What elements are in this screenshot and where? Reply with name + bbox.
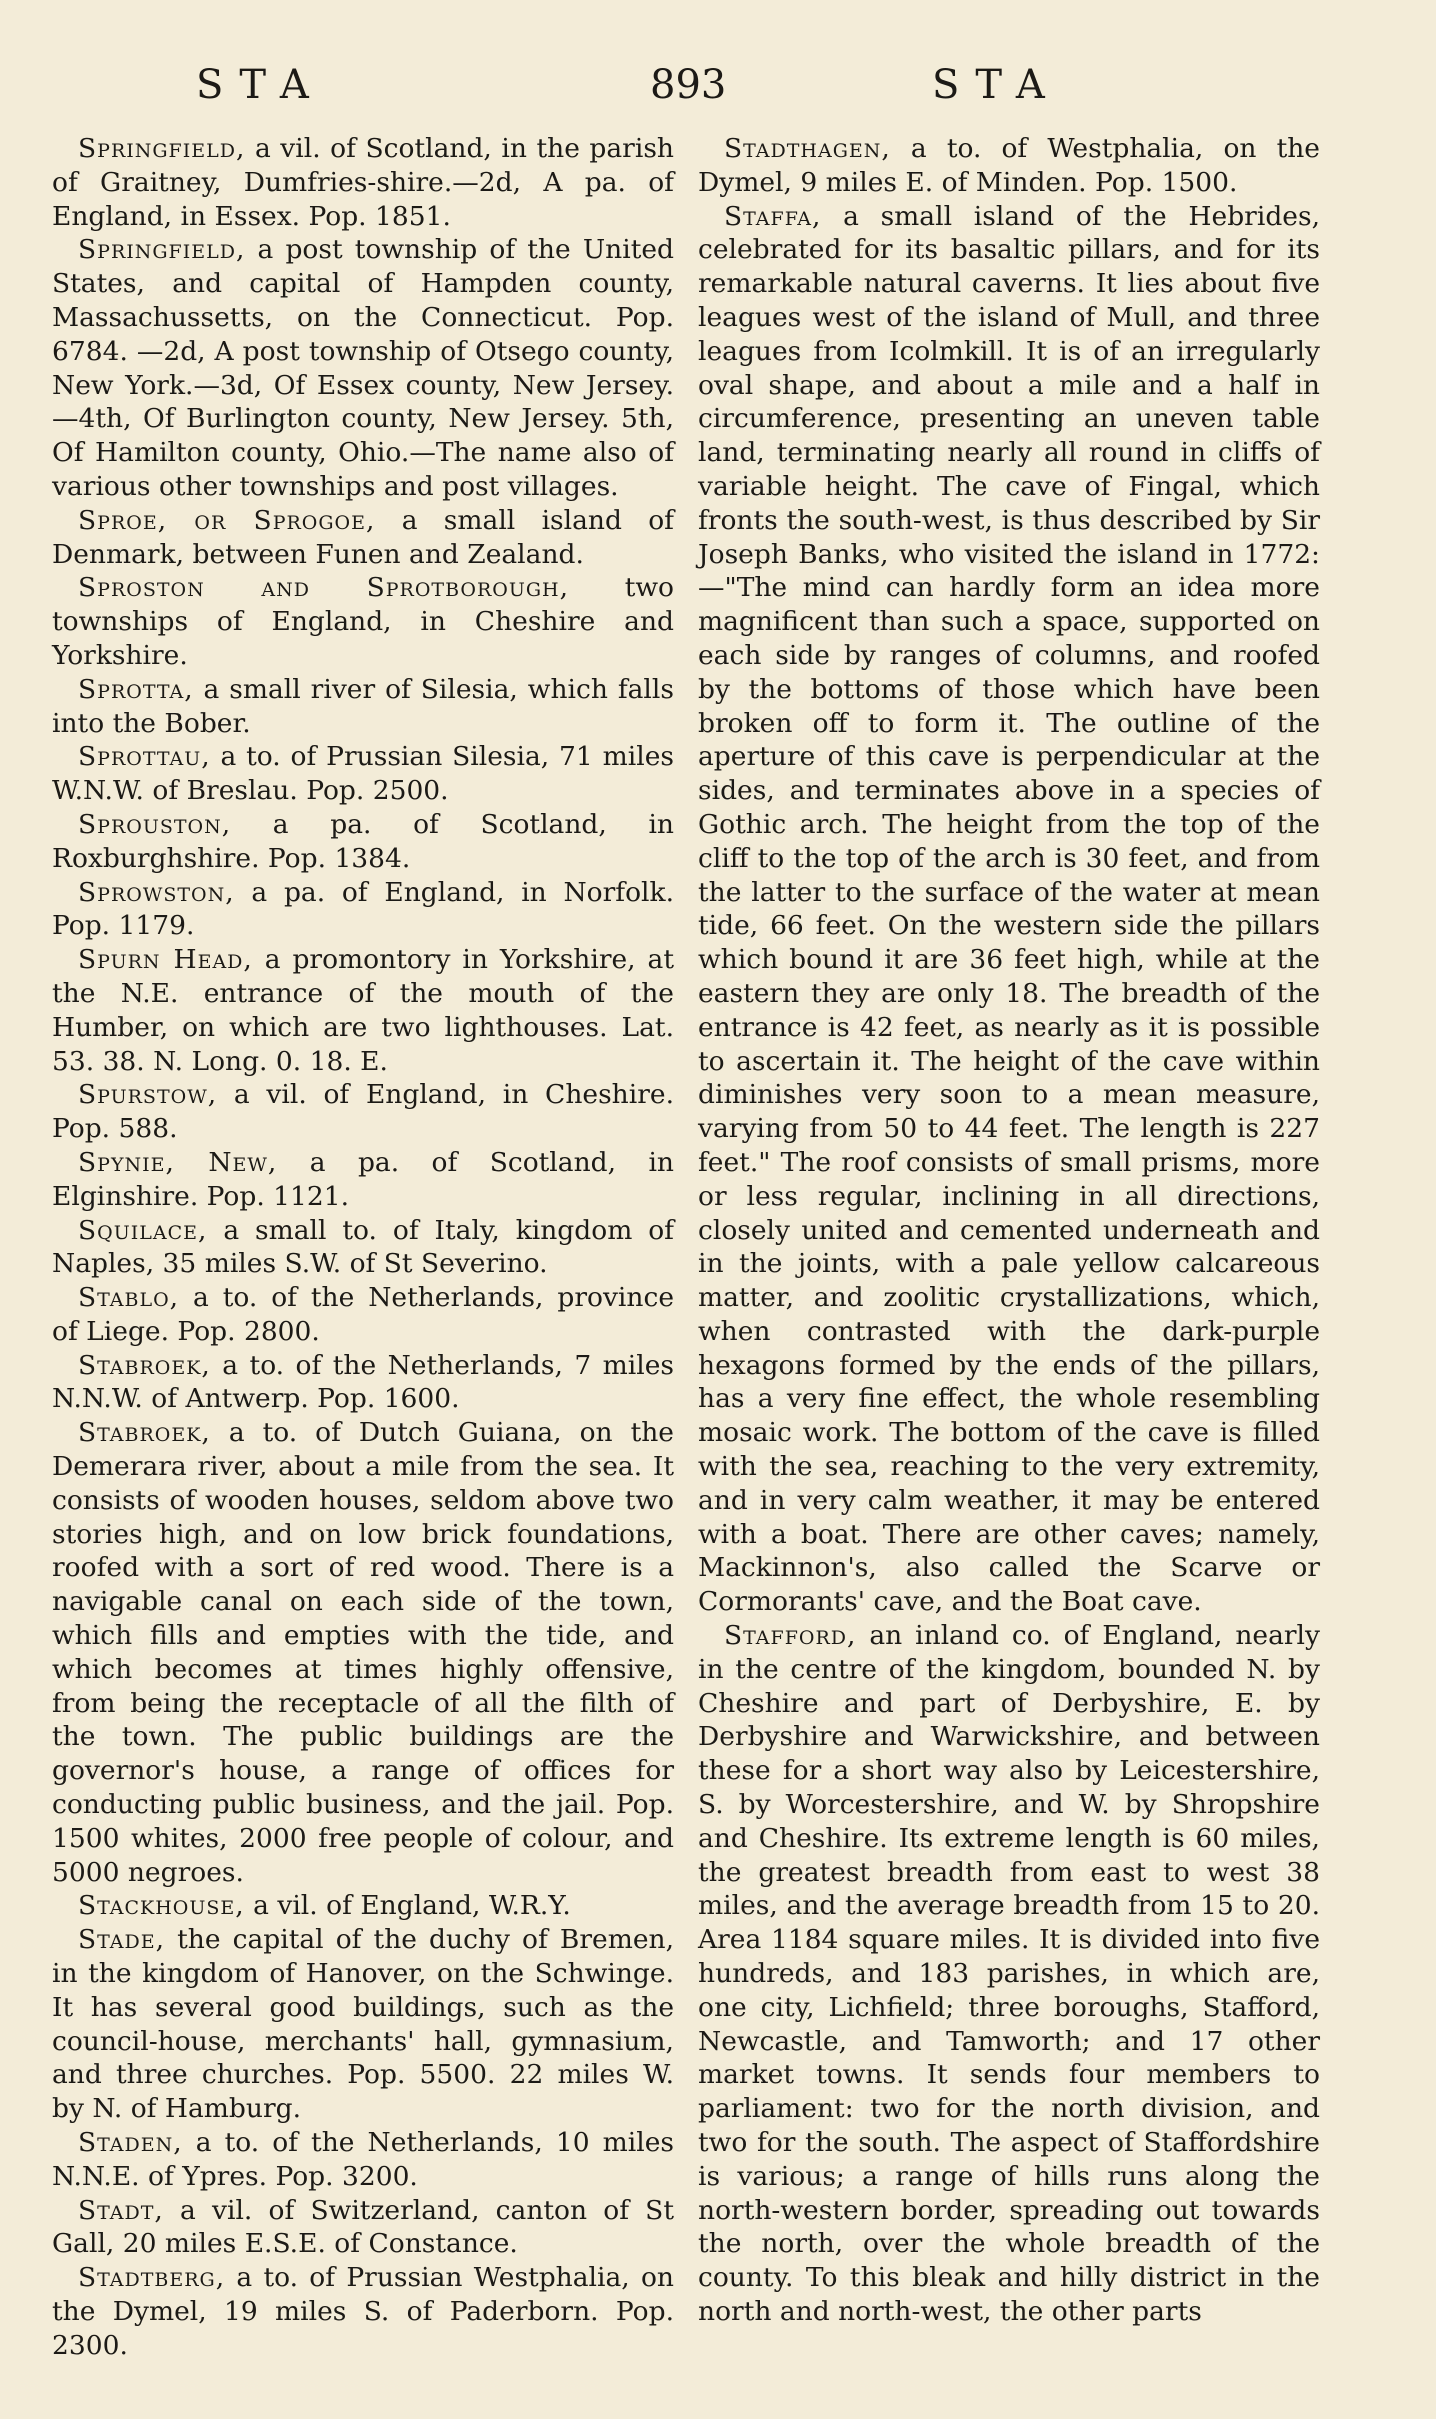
- entry-headword: Stackhouse,: [78, 1890, 245, 1922]
- entry-text: a to. of the Netherlands, province of Liege. Pop. 2800.: [52, 1282, 674, 1347]
- gazetteer-entry: [52, 808, 674, 876]
- entry-text: a pa. of England, in Norfolk. Pop. 1179.: [52, 876, 674, 942]
- entry-text: a promontory in Yorkshire, at the N.E. entrance of the mouth of the Humber, on which are two lighthouses. Lat. 53. 38. N. Long. 0. 18. E.: [52, 944, 674, 1077]
- entry-headword: Sproe, or Sprogoe,: [78, 504, 376, 536]
- gazetteer-entry: [52, 132, 674, 233]
- entry-headword: Sprotta,: [78, 673, 194, 705]
- entry-text: a to. of Prussian Silesia, 71 miles W.N.W. of Breslau. Pop. 2500.: [52, 741, 674, 807]
- gazetteer-entry: [52, 2126, 674, 2194]
- entry-headword: Spurstow,: [78, 1079, 218, 1111]
- entry-headword: Spynie, New,: [78, 1146, 278, 1178]
- gazetteer-entry: [52, 943, 674, 1078]
- header-right: STA: [932, 62, 1061, 108]
- entry-text: an inland co. of England, nearly in the centre of the kingdom, bounded N. by Cheshire and part of Derbyshire, E. by Derbyshire and Warwickshire, and between these for a short way also by Leicestershire, S. by Worcestershire, and W. by Shropshire and Cheshire. Its extreme length is 60 miles, the greatest breadth from east to west 38 miles, and the average breadth from 15 to 20. Area 1184 square miles. It is divided into five hundreds, and 183 parishes, in which are, one city, Lichfield; three boroughs, Stafford, Newcastle, and Tamworth; and 17 other market towns. It sends four members to parliament: two for the north division, and two for the south. The aspect of Staffordshire is various; a range of hills runs along the north-western border, spreading out towards the north, over the whole breadth of the county. To this bleak and hilly district in the north and north-west, the other parts: [698, 1620, 1320, 2327]
- entry-headword: Squilace,: [78, 1214, 208, 1246]
- entry-text: a vil. of England, W.R.Y.: [244, 1890, 571, 1922]
- entry-text: a vil. of England, in Cheshire. Pop. 588.: [52, 1079, 674, 1145]
- entry-text: a post township of the United States, and capital of Hampden county, Massachussetts, on the Connecticut. Pop. 6784. —2d, A post township of Otsego county, New York.—3d, Of Essex county, New Jersey.—4th, Of Burlington county, New Jersey. 5th, Of Hamilton county, Ohio.—The name also of various other townships and post villages.: [52, 234, 674, 502]
- entry-text: a to. of Prussian Westphalia, on the Dymel, 19 miles S. of Paderborn. Pop. 2300.: [52, 2262, 674, 2361]
- entry-headword: Staden,: [78, 2127, 183, 2159]
- entry-text: a to. of the Netherlands, 7 miles N.N.W. of Antwerp. Pop. 1600.: [52, 1349, 674, 1415]
- gazetteer-entry: [698, 132, 1320, 200]
- gazetteer-entry: [698, 200, 1320, 1619]
- entry-text: a vil. of Switzerland, canton of St Gall, 20 miles E.S.E. of Constance.: [52, 2194, 674, 2260]
- gazetteer-entry: [52, 504, 674, 572]
- entry-headword: Staffa,: [724, 200, 822, 232]
- gazetteer-entry: [52, 1078, 674, 1146]
- gazetteer-entry: [52, 740, 674, 808]
- entry-text: the capital of the duchy of Bremen, in the kingdom of Hanover, on the Schwinge. It has several good buildings, such as the council-house, merchants' hall, gymnasium, and three churches. Pop. 5500. 22 miles W. by N. of Hamburg.: [52, 1924, 674, 2125]
- header-left: STA: [196, 62, 325, 108]
- entry-headword: Springfield,: [78, 133, 246, 164]
- entry-headword: Stadt,: [78, 2194, 164, 2226]
- gazetteer-entry: [698, 1619, 1320, 2329]
- entry-headword: Stablo,: [78, 1282, 180, 1314]
- entry-headword: Sprouston,: [78, 808, 232, 840]
- gazetteer-entry: [52, 1281, 674, 1349]
- entry-headword: Stafford,: [724, 1620, 857, 1652]
- page-number: 893: [650, 62, 727, 108]
- entry-headword: Stadthagen,: [724, 133, 891, 164]
- entry-headword: Stade,: [78, 1924, 166, 1956]
- gazetteer-entry: [52, 1349, 674, 1417]
- entry-text: a to. of Dutch Guiana, on the Demerara river, about a mile from the sea. It consists of wooden houses, seldom above two stories high, and on low brick foundations, roofed with a sort of red wood. There is a navigable canal on each side of the town, which fills and empties with the tide, and which becomes at times highly offensive, from being the receptacle of all the filth of the town. The public buildings are the governor's house, a range of offices for conducting public business, and the jail. Pop. 1500 whites, 2000 free people of colour, and 5000 negroes.: [52, 1417, 674, 1888]
- gazetteer-entry: [52, 1146, 674, 1214]
- gazetteer-entry: [52, 1889, 674, 1923]
- entry-headword: Sprowston,: [78, 876, 235, 908]
- entry-text: a small river of Silesia, which falls into the Bober.: [52, 673, 674, 739]
- gazetteer-entry: [52, 233, 674, 503]
- entry-headword: Spurn Head,: [78, 944, 253, 976]
- gazetteer-entry: [52, 1923, 674, 2126]
- entry-text: a to. of Westphalia, on the Dymel, 9 miles E. of Minden. Pop. 1500.: [698, 133, 1320, 198]
- entry-text: two townships of England, in Cheshire and Yorkshire.: [52, 572, 675, 671]
- entry-headword: Sprottau,: [78, 741, 211, 773]
- gazetteer-entry: [52, 1214, 674, 1282]
- entry-text: a to. of the Netherlands, 10 miles N.N.E. of Ypres. Pop. 3200.: [52, 2127, 674, 2192]
- entry-text: a small island of Denmark, between Funen and Zealand.: [52, 504, 674, 570]
- gazetteer-entry: [52, 1416, 674, 1889]
- entry-headword: Sproston and Sprotborough,: [78, 572, 570, 604]
- entry-headword: Springfield,: [78, 234, 246, 266]
- gazetteer-entry: [52, 673, 674, 741]
- entry-text: a pa. of Scotland, in Elginshire. Pop. 1121.: [52, 1146, 674, 1212]
- gazetteer-entry: [52, 571, 674, 672]
- running-header: [0, 62, 1436, 122]
- gazetteer-entry: [52, 2194, 674, 2262]
- right-column: [698, 132, 1320, 2329]
- entry-text: a vil. of Scotland, in the parish of Graitney, Dumfries-shire.—2d, A pa. of England, in Essex. Pop. 1851.: [52, 133, 674, 232]
- entry-text: a pa. of Scotland, in Roxburghshire. Pop. 1384.: [52, 808, 674, 874]
- left-column: [52, 132, 674, 2363]
- entry-headword: Stadtberg,: [78, 2262, 226, 2294]
- entry-text: a small to. of Italy, kingdom of Naples, 35 miles S.W. of St Severino.: [52, 1214, 674, 1280]
- gazetteer-entry: [52, 2261, 674, 2362]
- entry-text: a small island of the Hebrides, celebrated for its basaltic pillars, and for its remarkable natural caverns. It lies about five leagues west of the island of Mull, and three leagues from Icolmkill. It is of an irregularly oval shape, and about a mile and a half in circumference, presenting an uneven table land, terminating nearly all round in cliffs of variable height. The cave of Fingal, which fronts the south-west, is thus described by Sir Joseph Banks, who visited the island in 1772:—"The mind can hardly form an idea more magnificent than such a space, supported on each side by ranges of columns, and roofed by the bottoms of those which have been broken off to form it. The outline of the aperture of this cave is perpendicular at the sides, and terminates above in a species of Gothic arch. The height from the top of the cliff to the top of the arch is 30 feet, and from the latter to the surface of the water at mean tide, 66 feet. On the western side the pillars which bound it are 36 feet high, while at the eastern they are only 18. The breadth of the entrance is 42 feet, as nearly as it is possible to ascertain it. The height of the cave within diminishes very soon to a mean measure, varying from 50 to 44 feet. The length is 227 feet." The roof consists of small prisms, more or less regular, inclining in all directions, closely united and cemented underneath and in the joints, with a pale yellow calcareous matter, and zoolitic crystallizations, which, when contrasted with the dark-purple hexagons formed by the ends of the pillars, has a very fine effect, the whole resembling mosaic work. The bottom of the cave is filled with the sea, reaching to the very extremity, and in very calm weather, it may be entered with a boat. There are other caves; namely, Mackinnon's, also called the Scarve or Cormorants' cave, and the Boat cave.: [698, 200, 1320, 1618]
- entry-headword: Stabroek,: [78, 1417, 211, 1449]
- gazetteer-entry: [52, 876, 674, 944]
- entry-headword: Stabroek,: [78, 1349, 211, 1381]
